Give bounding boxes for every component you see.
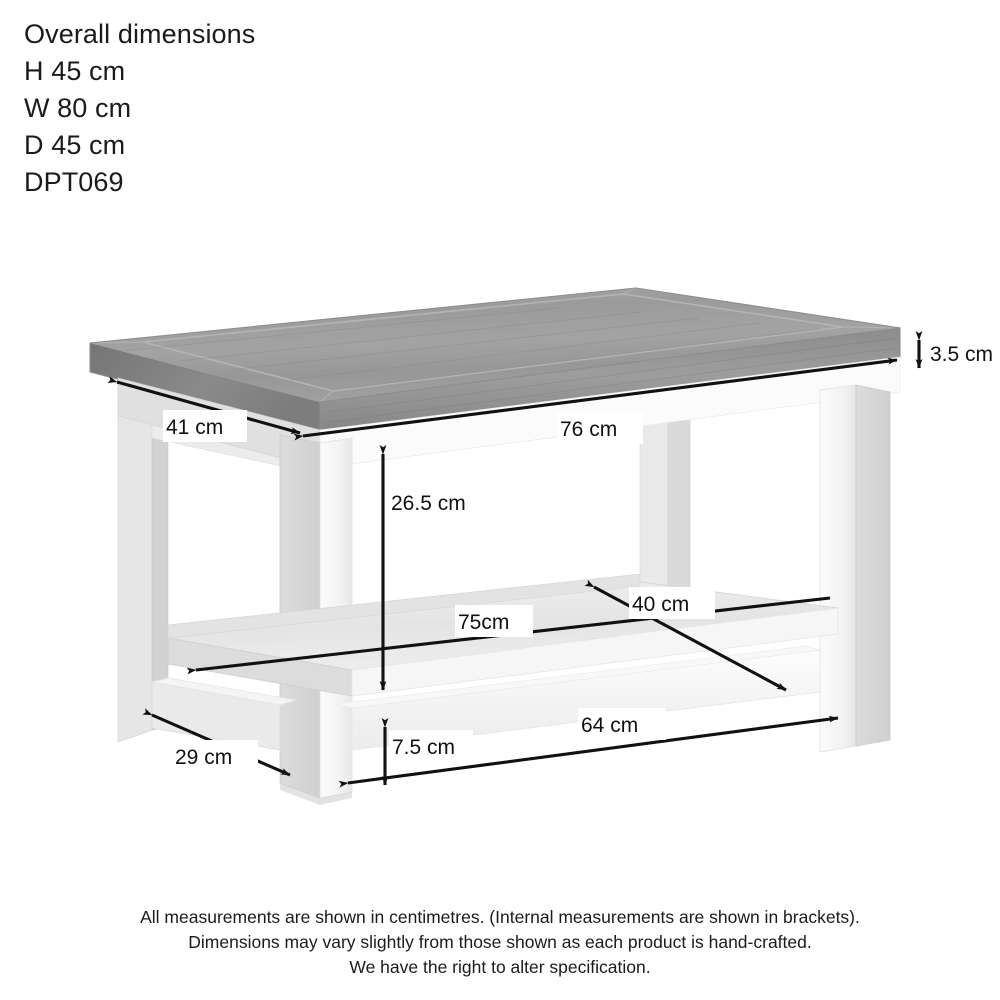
dimension-label-base-depth: 29 cm: [175, 746, 233, 769]
disclaimer-line-2: Dimensions may vary slightly from those shown as each product is hand-crafted.: [188, 932, 812, 952]
spec-depth: D 45 cm: [24, 130, 126, 160]
spec-product-code: DPT069: [24, 167, 124, 197]
disclaimer-block: [0, 905, 1000, 980]
product-illustration: [0, 230, 1000, 880]
dimension-label-shelf-clearance: 26.5 cm: [391, 492, 466, 515]
spec-height: H 45 cm: [24, 56, 126, 86]
dimension-label-floor-gap: 7.5 cm: [392, 736, 456, 759]
dimension-label-shelf-width: 75cm: [458, 611, 510, 634]
spec-width: W 80 cm: [24, 93, 132, 123]
dimension-label-top-depth: 41 cm: [166, 416, 224, 439]
leg-front-right: [820, 385, 890, 752]
dimension-label-top-width: 76 cm: [560, 418, 618, 441]
dimension-label-base-width: 64 cm: [581, 714, 639, 737]
spec-title: Overall dimensions: [24, 19, 256, 49]
disclaimer-line-3: We have the right to alter specification.: [349, 957, 651, 977]
dimension-label-top-thickness: 3.5 cm: [930, 343, 994, 366]
overall-dimensions-block: [24, 16, 444, 201]
dimension-label-shelf-depth: 40 cm: [632, 593, 690, 616]
disclaimer-line-1: All measurements are shown in centimetres. (Internal measurements are shown in brackets).: [140, 907, 860, 927]
